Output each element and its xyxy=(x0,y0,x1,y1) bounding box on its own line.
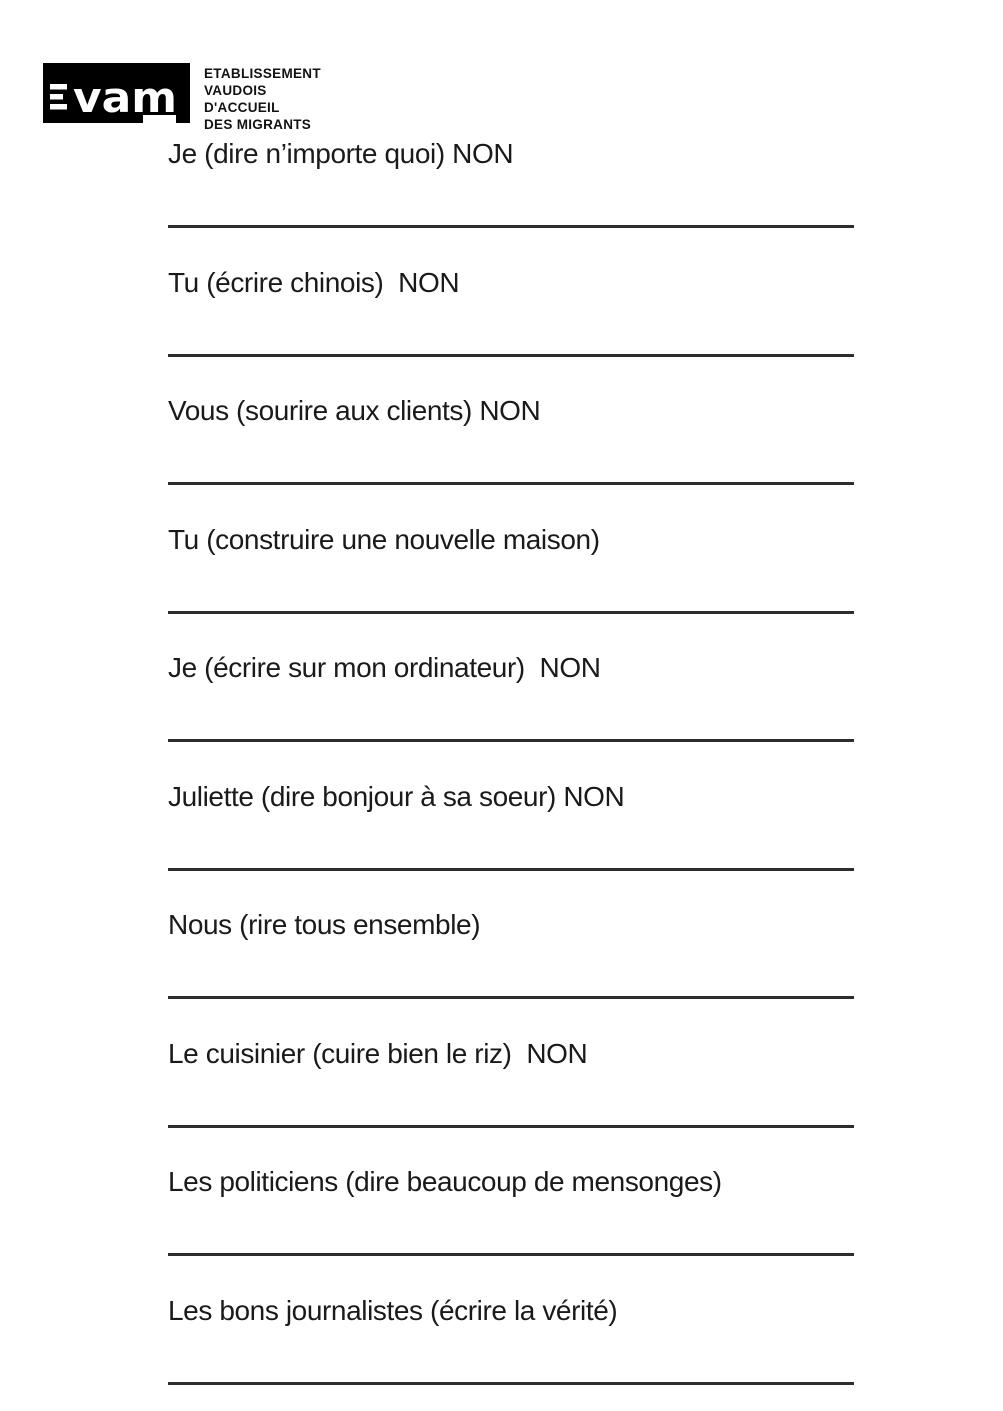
answer-blank-line xyxy=(168,739,854,742)
org-name-line: DES MIGRANTS xyxy=(204,117,312,132)
exercise-prompt: Je (écrire sur mon ordinateur) NON xyxy=(168,652,601,683)
answer-blank-line xyxy=(168,225,854,228)
org-name-block xyxy=(204,63,321,133)
answer-blank-line xyxy=(168,354,854,357)
exercise-prompt: Nous (rire tous ensemble) xyxy=(168,909,481,940)
evam-header xyxy=(43,63,321,133)
exercise-prompt: Les bons journalistes (écrire la vérité) xyxy=(168,1294,618,1326)
exercise-item xyxy=(168,523,854,652)
exercise-item xyxy=(168,1165,854,1294)
exercise-prompt: Le cuisinier (cuire bien le riz) NON xyxy=(168,1037,588,1069)
evam-logo-icon xyxy=(43,63,190,124)
exercise-prompt: Tu (écrire chinois) NON xyxy=(168,266,460,298)
answer-blank-line xyxy=(168,1253,854,1256)
org-name-line: VAUDOIS xyxy=(204,83,267,98)
evam-logo-letters: vam xyxy=(73,73,177,122)
exercise-prompt: Je (dire n’importe quoi) NON xyxy=(168,138,514,169)
exercise-item xyxy=(168,908,854,1037)
exercise-prompt: Les politiciens (dire beaucoup de mensonges) xyxy=(168,1166,722,1197)
exercise-prompt: Vous (sourire aux clients) NON xyxy=(168,395,541,426)
exercise-item xyxy=(168,1294,854,1411)
exercise-item xyxy=(168,780,854,909)
org-name-line: ETABLISSEMENT xyxy=(204,66,321,81)
exercise-item xyxy=(168,651,854,780)
exercise-prompt: Tu (construire une nouvelle maison) xyxy=(168,523,600,555)
exercise-item xyxy=(168,137,854,266)
exercise-item xyxy=(168,266,854,395)
answer-blank-line xyxy=(168,482,854,485)
answer-blank-line xyxy=(168,1125,854,1128)
exercise-list xyxy=(168,137,854,1411)
org-name-line: D'ACCUEIL xyxy=(204,100,280,115)
exercise-item xyxy=(168,1037,854,1166)
answer-blank-line xyxy=(168,868,854,871)
answer-blank-line xyxy=(168,611,854,614)
answer-blank-line xyxy=(168,1382,854,1385)
answer-blank-line xyxy=(168,996,854,999)
exercise-prompt: Juliette (dire bonjour à sa soeur) NON xyxy=(168,780,625,812)
exercise-item xyxy=(168,394,854,523)
